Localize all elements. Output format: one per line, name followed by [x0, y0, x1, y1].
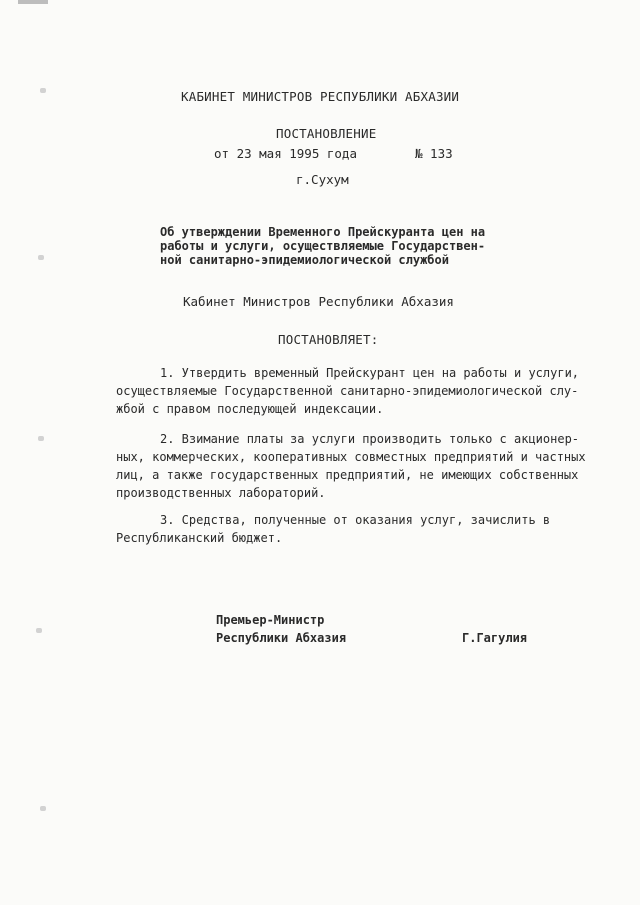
scan-edge-mark [18, 0, 48, 4]
decree-heading: ПОСТАНОВЛЯЕТ: [278, 332, 379, 347]
paragraph-1-line: осуществляемые Государственной санитарно-эпидемиологической слу- [116, 384, 579, 398]
document-header: КАБИНЕТ МИНИСТРОВ РЕСПУБЛИКИ АБХАЗИИ [181, 89, 460, 104]
scan-speck [38, 255, 44, 260]
signatory-title: Республики Абхазия [216, 631, 347, 645]
subject-line: работы и услуги, осуществляемые Государствен- [160, 239, 486, 253]
scan-speck [40, 88, 46, 93]
paragraph-2-line: ных, коммерческих, кооперативных совместных предприятий и частных [116, 450, 586, 464]
paragraph-2-line: 2. Взимание платы за услуги производить только с акционер- [160, 432, 580, 446]
signatory-name: Г.Гагулия [462, 631, 528, 645]
paragraph-3-line: Республиканский бюджет. [116, 531, 283, 545]
document-type: ПОСТАНОВЛЕНИЕ [276, 126, 377, 141]
document-number: № 133 [415, 146, 453, 161]
scan-speck [40, 806, 46, 811]
scan-speck [38, 436, 44, 441]
document-date: от 23 мая 1995 года [214, 146, 357, 161]
issuer-line: Кабинет Министров Республики Абхазия [183, 294, 454, 309]
scan-speck [36, 628, 42, 633]
paragraph-1-line: 1. Утвердить временный Прейскурант цен на работы и услуги, [160, 366, 580, 380]
subject-line: ной санитарно-эпидемиологической службой [160, 253, 449, 267]
paragraph-2-line: лиц, а также государственных предприятий, не имеющих собственных [116, 468, 579, 482]
document-city: г.Сухум [296, 172, 349, 187]
paragraph-1-line: жбой с правом последующей индексации. [116, 402, 384, 416]
paragraph-2-line: производственных лабораторий. [116, 486, 326, 500]
subject-line: Об утверждении Временного Прейскуранта цен на [160, 225, 486, 239]
paragraph-3-line: 3. Средства, полученные от оказания услуг, зачислить в [160, 513, 551, 527]
signatory-title: Премьер-Министр [216, 613, 325, 627]
